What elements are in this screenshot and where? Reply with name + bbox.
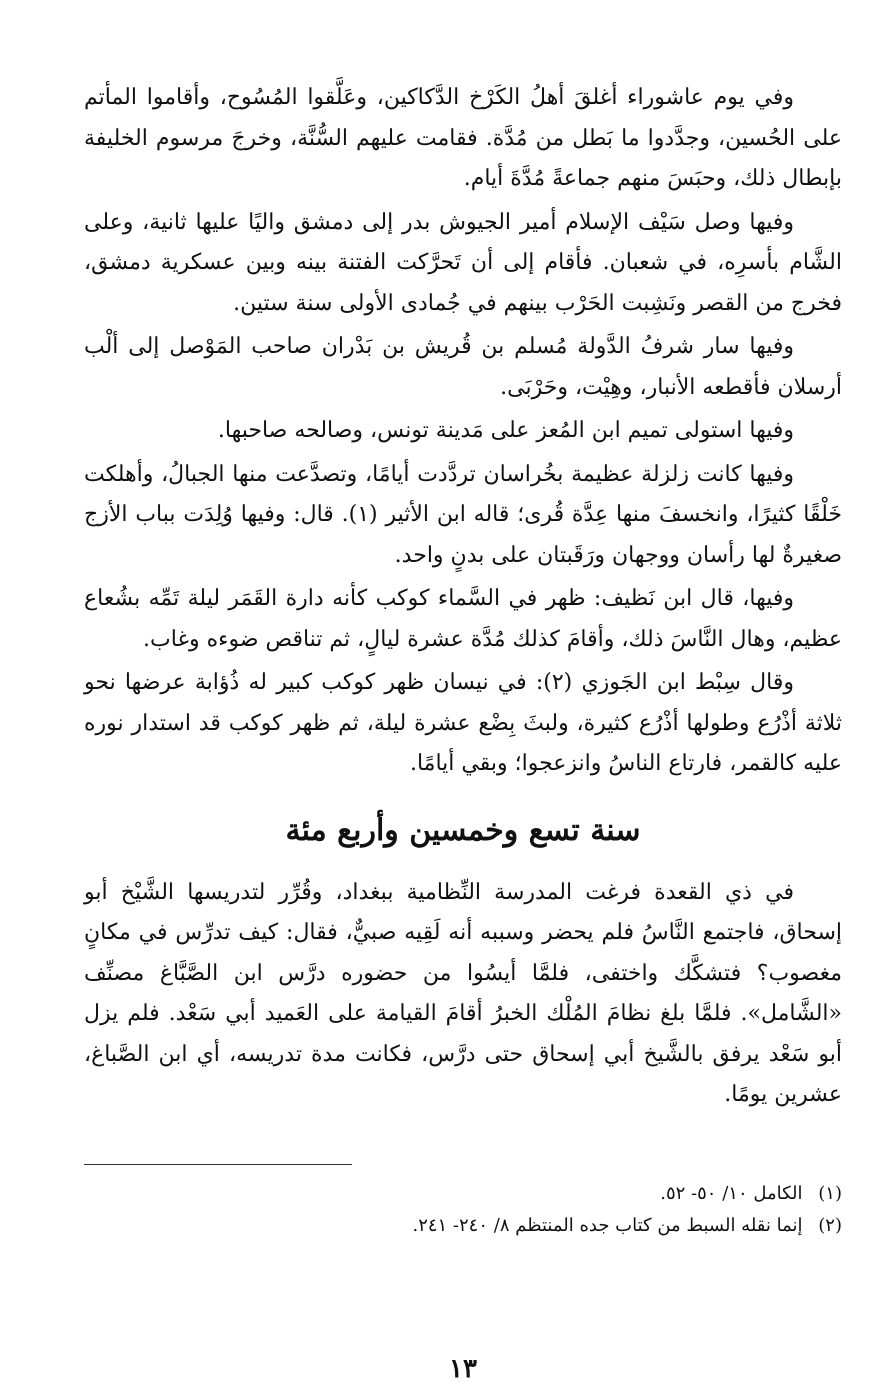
- footnote-number: (٢): [818, 1215, 842, 1236]
- footnote-divider: [84, 1164, 352, 1165]
- footnote-text: الكامل ١٠/ ٥٠- ٥٢.: [660, 1183, 803, 1204]
- paragraph-tamim: وفيها استولى تميم ابن المُعز على مَدينة تونس، وصالحه صاحبها.: [217, 418, 794, 443]
- section-heading: سنة تسع وخمسين وأربع مئة: [285, 812, 641, 848]
- paragraph-ibn-nazif: وفيها، قال ابن نَظيف: ظهر في السَّماء كوكب كأنه دارة القَمَر ليلة تَمِّه بشُعاع عظيم، وهال النَّاسَ ذلك، وأقامَ كذلك مُدَّة عشرة ليالٍ، ثم تناقص ضوءه وغاب.: [84, 586, 842, 652]
- page-number: ١٣: [449, 1354, 477, 1384]
- footnote-2: [84, 1210, 842, 1242]
- book-page: [84, 78, 842, 1384]
- section-paragraph: في ذي القعدة فرغت المدرسة النِّظامية ببغداد، وقُرِّر لتدريسها الشَّيْخ أبو إسحاق، فاجتمع النَّاسُ فلم يحضر وسببه أنه لَقِيه صبيٌّ، فقال: كيف تدرِّس في مكانٍ مغصوب؟ فتشكَّك واختفى، فلمَّا أيسُوا من حضوره درَّس ابن الصَّبَّاغ مصنِّف «الشَّامل». فلمَّا بلغ نظامَ المُلْك الخبرُ أقامَ القيامة على العَميد أبي سَعْد. فلم يزل أبو سَعْد يرفق بالشَّيخ أبي إسحاق حتى درَّس، فكانت مدة تدريسه، أي ابن الصَّباغ، عشرين يومًا.: [84, 879, 842, 1107]
- body-text: [84, 78, 842, 785]
- paragraph-sayf-al-islam: وفيها وصل سَيْف الإسلام أمير الجيوش بدر إلى دمشق واليًا عليها ثانية، وعلى الشَّام بأسرِه، في شعبان. فأقام إلى أن تَحرَّكت الفتنة بينه وبين عسكرية دمشق، فخرج من القصر ونَشِبت الحَرْب بينهم في جُمادى الأولى سنة ستين.: [84, 209, 842, 316]
- footnote-text: إنما نقله السبط من كتاب جده المنتظم ٨/ ٢٤٠- ٢٤١.: [412, 1215, 803, 1236]
- paragraph-earthquake: وفيها كانت زلزلة عظيمة بخُراسان تردَّدت أيامًا، وتصدَّعت منها الجبالُ، وأهلكت خَلْقًا كثيرًا، وانخسفَ منها عِدَّة قُرى؛ قاله ابن الأثير (١). قال: وفيها وُلِدَت بباب الأزج صغيرةٌ لها رأسان ووجهان ورَقَبتان على بدنٍ واحد.: [84, 461, 842, 568]
- footnote-1: [84, 1178, 842, 1210]
- paragraph-sibt: وقال سِبْط ابن الجَوزي (٢): في نيسان ظهر كوكب كبير له ذُؤابة عرضها نحو ثلاثة أذْرُع وطولها أذْرُع كثيرة، ولبثَ بِضْع عشرة ليلة، ثم ظهر كوكب قد استدار نوره عليه كالقمر، فارتاع الناسُ وانزعجوا؛ وبقي أيامًا.: [84, 670, 842, 776]
- paragraph-sharaf-al-dawla: وفيها سار شرفُ الدَّولة مُسلم بن قُريش بن بَدْران صاحب المَوْصل إلى ألْب أرسلان فأقطعه الأنبار، وهِيْت، وحَرْبَى.: [84, 334, 842, 400]
- paragraph-ashura: وفي يوم عاشوراء أغلقَ أهلُ الكَرْخ الدَّكاكين، وعَلَّقوا المُسُوح، وأقاموا المأتم على الحُسين، وجدَّدوا ما بَطل من مُدَّة. فقامت عليهم السُّنَّة، وخرجَ مرسوم الخليفة بإبطال ذلك، وحبَسَ منهم جماعةً مُدَّةَ أيام.: [84, 85, 842, 191]
- footnote-number: (١): [818, 1183, 842, 1204]
- footnotes: [84, 1178, 842, 1242]
